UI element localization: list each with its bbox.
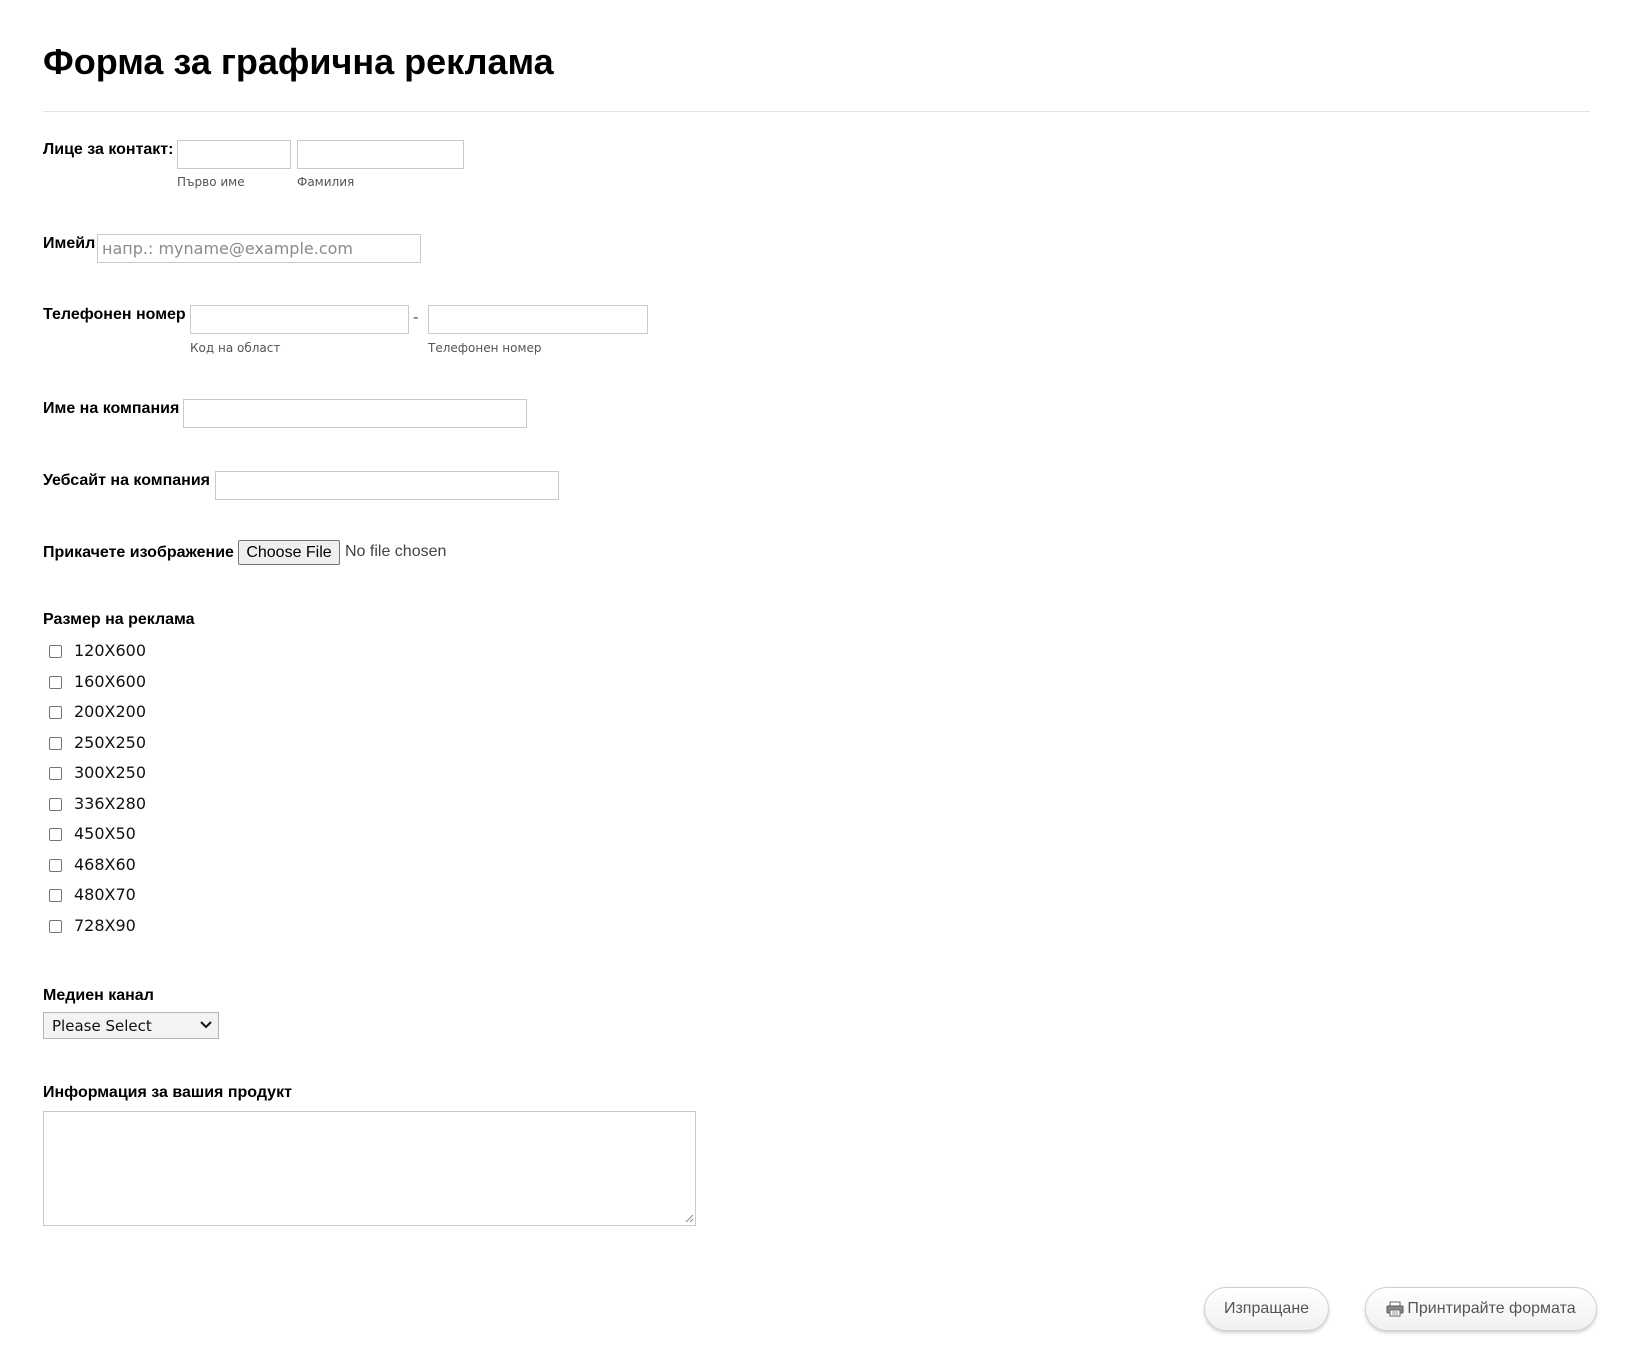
ad-size-option-label: 728X90: [74, 916, 136, 935]
ad-size-option-label: 336X280: [74, 794, 147, 813]
ad-size-option[interactable]: [48, 701, 146, 723]
phone-label: Телефонен номер: [43, 306, 186, 323]
product-info-textarea[interactable]: [43, 1111, 696, 1226]
title-divider: [43, 111, 1590, 112]
ad-size-checkbox[interactable]: [49, 828, 62, 841]
contact-label: Лице за контакт:: [43, 141, 174, 158]
phone-number-input[interactable]: [428, 305, 648, 334]
ad-size-option-label: 200X200: [74, 702, 147, 721]
company-website-input[interactable]: [215, 471, 559, 500]
ad-size-option[interactable]: [48, 793, 146, 815]
last-name-input[interactable]: [297, 140, 464, 169]
first-name-sublabel: Първо име: [177, 175, 245, 189]
choose-file-button[interactable]: Choose File: [238, 540, 340, 565]
area-code-input[interactable]: [190, 305, 409, 334]
media-channel-select[interactable]: [43, 1012, 219, 1039]
print-form-button-label: Принтирайте формата: [1407, 1300, 1576, 1317]
ad-size-option-label: 450X50: [74, 824, 136, 843]
ad-size-option[interactable]: [48, 732, 146, 754]
resize-grip-icon[interactable]: [685, 1214, 694, 1223]
print-form-button[interactable]: [1365, 1287, 1597, 1331]
phone-separator: -: [413, 308, 419, 326]
ad-size-checkbox[interactable]: [49, 676, 62, 689]
ad-size-option[interactable]: [48, 671, 146, 693]
email-label: Имейл: [43, 235, 96, 252]
company-name-input[interactable]: [183, 399, 527, 428]
ad-size-label: Размер на реклама: [43, 611, 195, 628]
ad-size-option-label: 250X250: [74, 733, 147, 752]
ad-size-option[interactable]: [48, 762, 146, 784]
ad-size-checkbox[interactable]: [49, 645, 62, 658]
ad-size-option-label: 120X600: [74, 641, 147, 660]
ad-size-option-label: 300X250: [74, 763, 147, 782]
ad-size-checkbox[interactable]: [49, 706, 62, 719]
ad-size-option[interactable]: [48, 854, 136, 876]
ad-size-option[interactable]: [48, 640, 146, 662]
ad-size-checkbox[interactable]: [49, 767, 62, 780]
file-status-text: No file chosen: [345, 543, 447, 560]
media-channel-selected-value: Please Select: [52, 1016, 152, 1035]
ad-size-option[interactable]: [48, 915, 136, 937]
ad-size-option-label: 468X60: [74, 855, 136, 874]
phone-number-sublabel: Телефонен номер: [428, 341, 542, 355]
last-name-sublabel: Фамилия: [297, 175, 355, 189]
ad-size-option[interactable]: [48, 823, 136, 845]
chevron-down-icon: [200, 1021, 212, 1029]
company-website-label: Уебсайт на компания: [43, 472, 211, 489]
submit-button[interactable]: [1204, 1287, 1329, 1331]
ad-size-option-label: 160X600: [74, 672, 147, 691]
ad-size-checkbox[interactable]: [49, 737, 62, 750]
submit-button-label: Изпращане: [1223, 1300, 1310, 1317]
ad-size-checkbox[interactable]: [49, 859, 62, 872]
media-channel-label: Медиен канал: [43, 987, 154, 1004]
ad-size-option[interactable]: [48, 884, 136, 906]
ad-size-checkbox[interactable]: [49, 920, 62, 933]
page-title: Форма за графична реклама: [43, 41, 554, 82]
area-code-sublabel: Код на област: [190, 341, 281, 355]
email-input[interactable]: [97, 234, 421, 263]
printer-icon: [1386, 1301, 1404, 1317]
attach-image-label: Прикачете изображение: [43, 544, 234, 561]
ad-size-checkbox[interactable]: [49, 798, 62, 811]
ad-size-checkbox[interactable]: [49, 889, 62, 902]
ad-size-option-label: 480X70: [74, 885, 136, 904]
company-name-label: Име на компания: [43, 400, 180, 417]
first-name-input[interactable]: [177, 140, 291, 169]
product-info-label: Информация за вашия продукт: [43, 1084, 292, 1101]
